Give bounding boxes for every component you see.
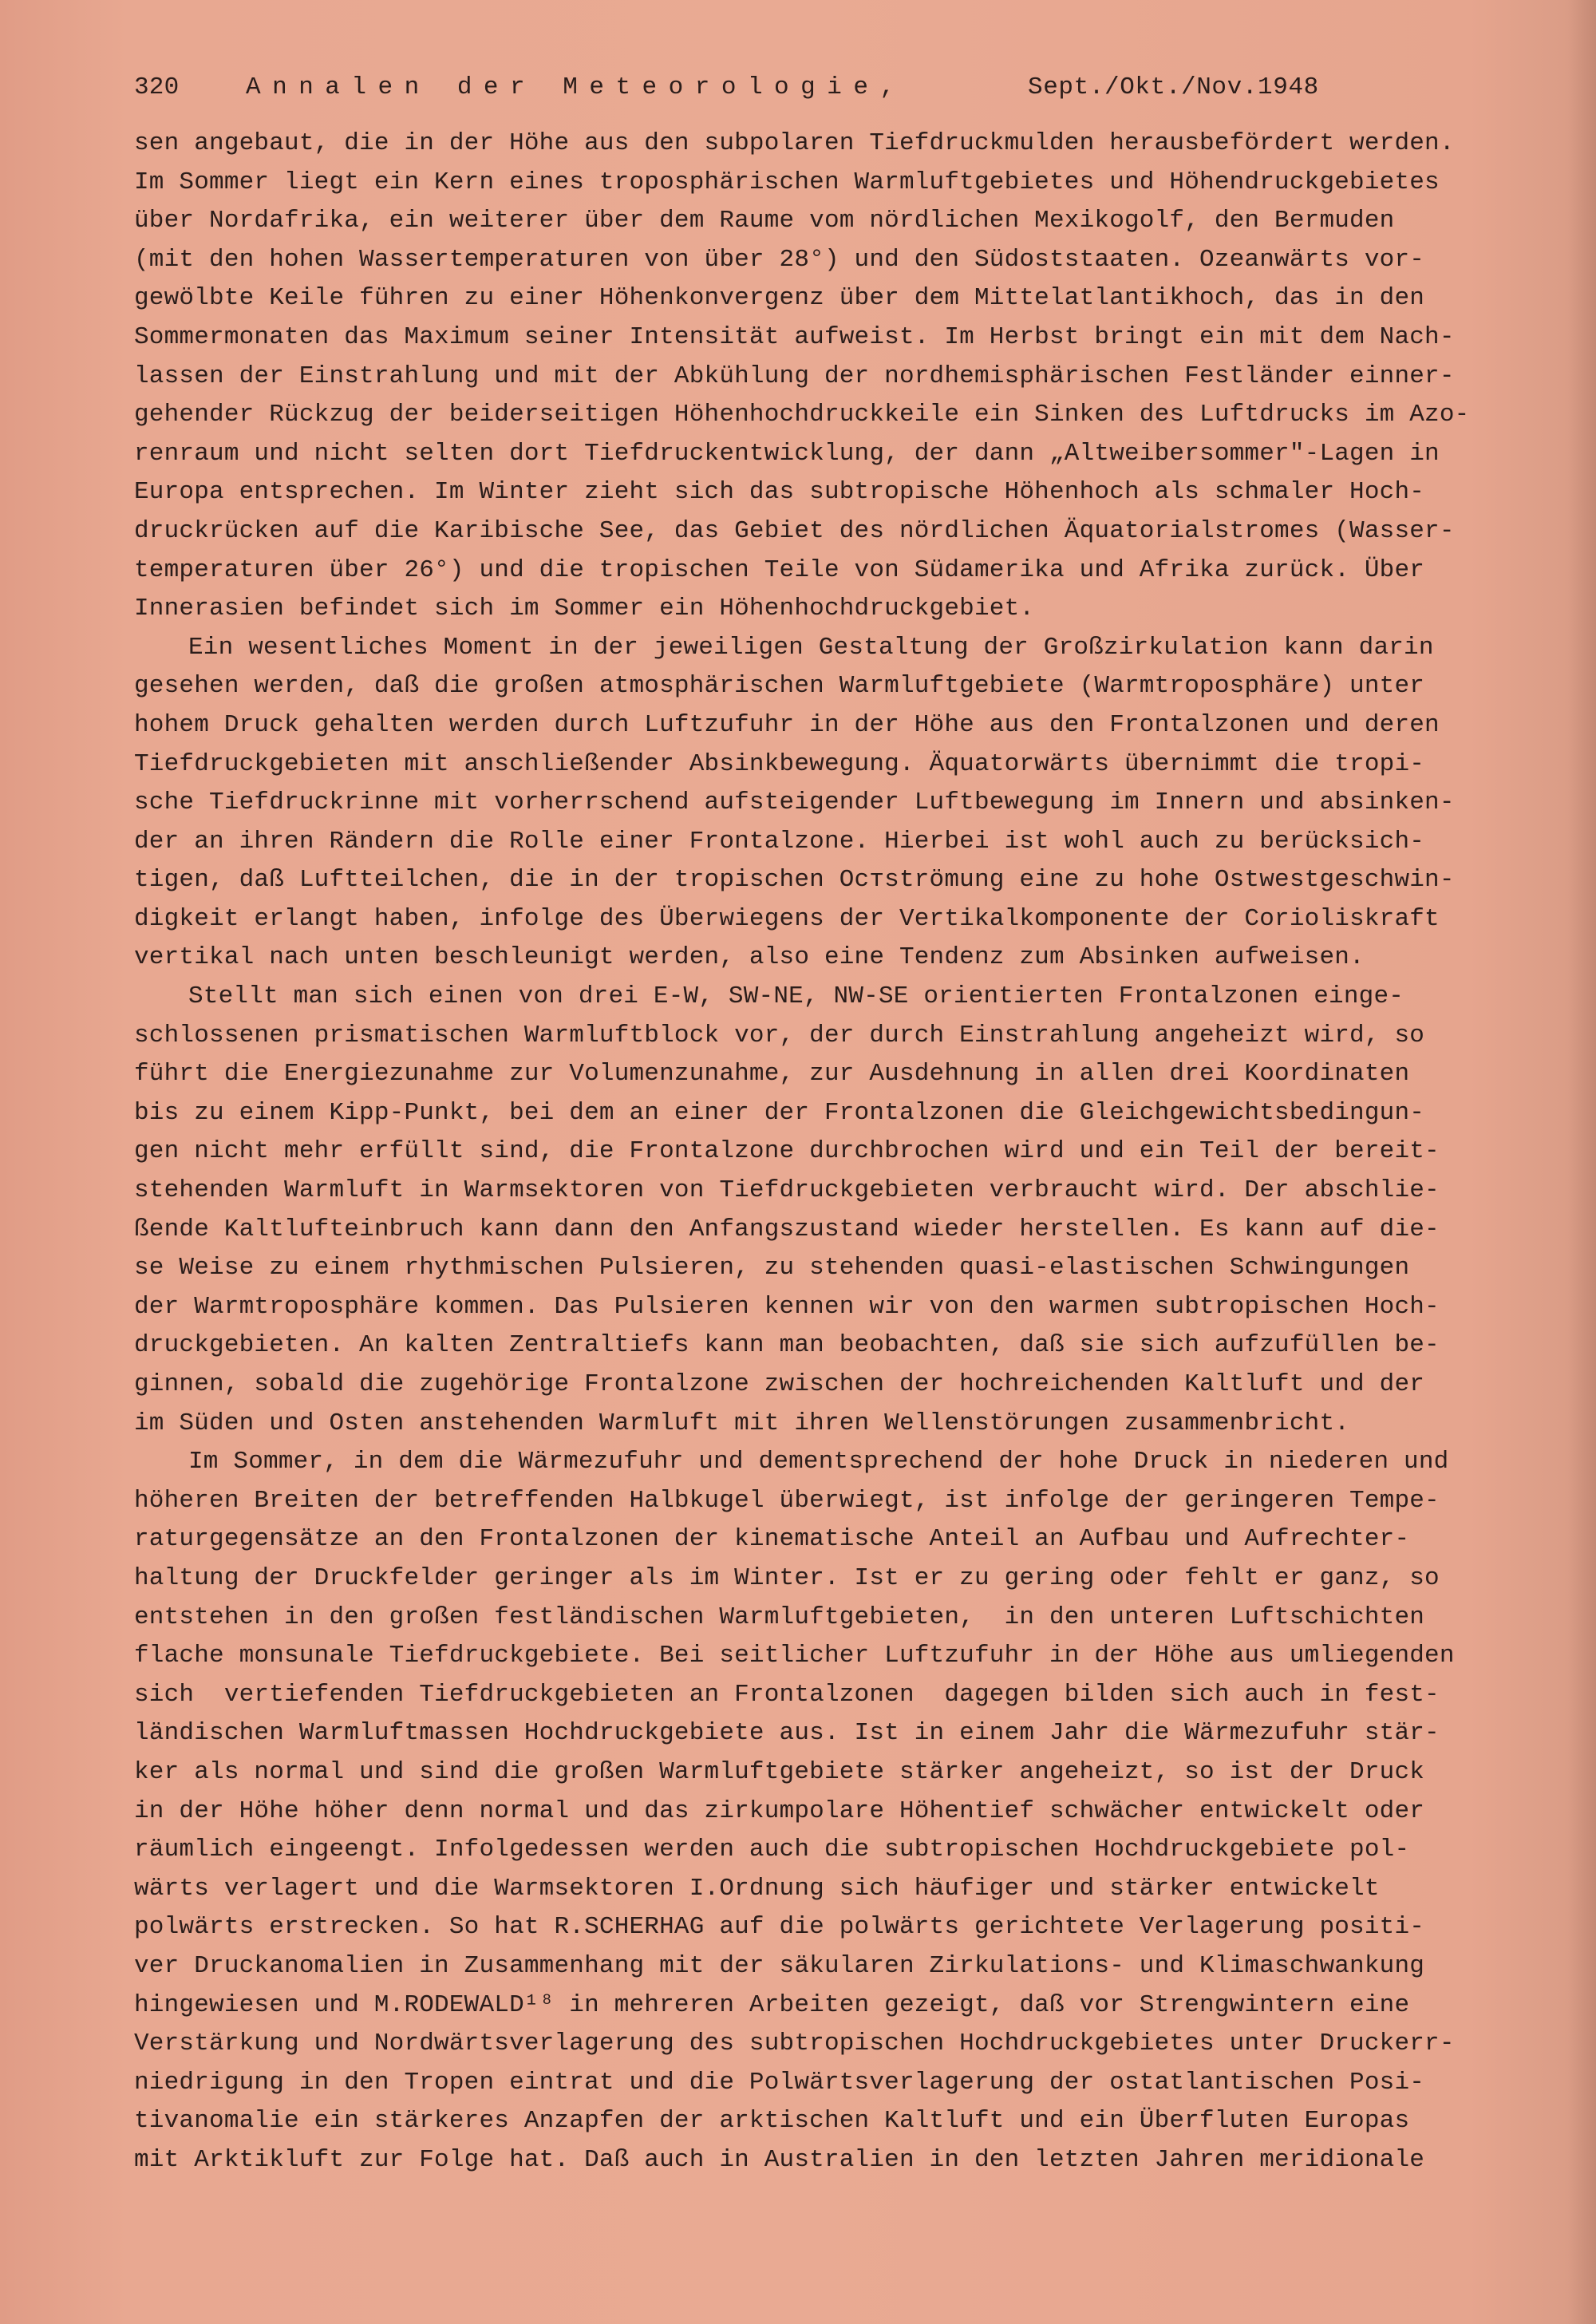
text-line: der Warmtroposphäre kommen. Das Pulsieren kennen wir von den warmen subtropischen Hoch- [134,1292,1440,1321]
text-line: stehenden Warmluft in Warmsektoren von Tiefdruckgebieten verbraucht wird. Der abschlie- [134,1176,1440,1205]
text-line: haltung der Druckfelder geringer als im Winter. Ist er zu gering oder fehlt er ganz, so [134,1563,1440,1592]
text-line: führt die Energiezunahme zur Volumenzunahme, zur Ausdehnung in allen drei Koordinaten [134,1060,1410,1089]
text-line: Tiefdruckgebieten mit anschließender Absinkbewegung. Äquatorwärts übernimmt die tropi- [134,749,1425,778]
text-block [134,73,1539,2180]
page-edge [1567,0,1596,2324]
text-line: druckrücken auf die Karibische See, das Gebiet des nördlichen Äquatorialstromes (Wasser- [134,516,1455,545]
paragraph-start-line: Im Sommer, in dem die Wärmezufuhr und dementsprechend der hohe Druck in niederen und [188,1448,1449,1476]
text-line: gewölbte Keile führen zu einer Höhenkonvergenz über dem Mittelatlantikhoch, das in den [134,284,1425,313]
body-text [134,125,1539,2180]
issue-date: Sept./Okt./Nov.1948 [1028,73,1319,101]
text-line: druckgebieten. An kalten Zentraltiefs kann man beobachten, daß sie sich aufzufüllen be- [134,1331,1440,1360]
text-line: ver Druckanomalien in Zusammenhang mit der säkularen Zirkulations- und Klimaschwankung [134,1951,1425,1980]
text-line: tivanomalie ein stärkeres Anzapfen der arktischen Kaltluft und ein Überfluten Europas [134,2107,1410,2136]
text-line: bis zu einem Kipp-Punkt, bei dem an einer der Frontalzonen die Gleichgewichtsbedingun- [134,1098,1425,1127]
text-line: sich vertiefenden Tiefdruckgebieten an Frontalzonen dagegen bilden sich auch in fest- [134,1680,1440,1709]
text-line: ginnen, sobald die zugehörige Frontalzone zwischen der hochreichenden Kaltluft und der [134,1370,1425,1398]
text-line: gehender Rückzug der beiderseitigen Höhenhochdruckkeile ein Sinken des Luftdrucks im Azo- [134,401,1470,429]
text-line: vertikal nach unten beschleunigt werden, also eine Tendenz zum Absinken aufweisen. [134,943,1365,972]
text-line: gesehen werden, daß die großen atmosphärischen Warmluftgebiete (Warmtroposphäre) unter [134,672,1425,701]
text-line: gen nicht mehr erfüllt sind, die Frontalzone durchbrochen wird und ein Teil der bereit- [134,1137,1440,1166]
text-line: lassen der Einstrahlung und mit der Abkühlung der nordhemisphärischen Festländer einner- [134,362,1455,390]
text-line: Europa entsprechen. Im Winter zieht sich das subtropische Höhenhoch als schmaler Hoch- [134,478,1425,507]
text-line: polwärts erstrecken. So hat R.SCHERHAG auf die polwärts gerichtete Verlagerung positi- [134,1913,1425,1942]
text-line: sche Tiefdruckrinne mit vorherrschend aufsteigender Luftbewegung im Innern und absinken- [134,788,1455,817]
text-line: ländischen Warmluftmassen Hochdruckgebiete aus. Ist in einem Jahr die Wärmezufuhr stär- [134,1719,1440,1748]
text-line: über Nordafrika, ein weiterer über dem Raume vom nördlichen Mexikogolf, den Bermuden [134,207,1395,235]
text-line: niedrigung in den Tropen eintrat und die Polwärtsverlagerung der ostatlantischen Posi- [134,2068,1425,2097]
text-line: der an ihren Rändern die Rolle einer Frontalzone. Hierbei ist wohl auch zu berücksich- [134,827,1425,856]
text-line: mit Arktikluft zur Folge hat. Daß auch in Australien in den letzten Jahren meridionale [134,2145,1425,2174]
paragraph-start-line: Stellt man sich einen von drei E-W, SW-NE, NW-SE orientierten Frontalzonen einge- [188,982,1404,1011]
text-line: entstehen in den großen festländischen Warmluftgebieten, in den unteren Luftschichten [134,1603,1425,1631]
text-line: schlossenen prismatischen Warmluftblock vor, der durch Einstrahlung angeheizt wird, so [134,1021,1425,1049]
page-number: 320 [134,73,180,101]
text-line: (mit den hohen Wassertemperaturen von über 28°) und den Südoststaaten. Ozeanwärts vor- [134,245,1425,274]
text-line: räumlich eingeengt. Infolgedessen werden auch die subtropischen Hochdruckgebiete pol- [134,1836,1410,1864]
text-line: hohem Druck gehalten werden durch Luftzufuhr in der Höhe aus den Frontalzonen und deren [134,710,1440,739]
journal-title: Annalen der Meteorologie, [246,73,907,101]
text-line: ker als normal und sind die großen Warmluftgebiete stärker angeheizt, so ist der Druck [134,1757,1425,1786]
text-line: flache monsunale Tiefdruckgebiete. Bei seitlicher Luftzufuhr in der Höhe aus umliegenden [134,1642,1455,1670]
paragraph-start-line: Ein wesentliches Moment in der jeweiligen Gestaltung der Großzirkulation kann darin [188,633,1434,662]
text-line: temperaturen über 26°) und die tropischen Teile von Südamerika und Afrika zurück. Über [134,555,1425,584]
text-line: wärts verlagert und die Warmsektoren I.Ordnung sich häufiger und stärker entwickelt [134,1874,1380,1903]
running-header [134,73,1539,118]
text-line: Innerasien befindet sich im Sommer ein Höhenhochdruckgebiet. [134,595,1035,623]
text-line: Sommermonaten das Maximum seiner Intensität aufweist. Im Herbst bringt ein mit dem Nach- [134,322,1455,351]
text-line: höheren Breiten der betreffenden Halbkugel überwiegt, ist infolge der geringeren Tempe- [134,1486,1440,1515]
text-line: se Weise zu einem rhythmischen Pulsieren, zu stehenden quasi-elastischen Schwingungen [134,1254,1410,1283]
text-line: raturgegensätze an den Frontalzonen der kinematische Anteil an Aufbau und Aufrechter- [134,1525,1410,1554]
text-line: renraum und nicht selten dort Tiefdruckentwicklung, der dann „Altweibersommer"-Lagen in [134,439,1440,468]
text-line: hingewiesen und M.RODEWALD¹⁸ in mehreren Arbeiten gezeigt, daß vor Strengwintern eine [134,1990,1410,2019]
text-line: digkeit erlangt haben, infolge des Überwiegens der Vertikalkomponente der Corioliskraft [134,904,1440,933]
text-line: tigen, daß Luftteilchen, die in der tropischen Oстströmung eine zu hohe Ostwestgeschwin- [134,866,1455,895]
text-line: sen angebaut, die in der Höhe aus den subpolaren Tiefdruckmulden herausbefördert werden. [134,129,1455,157]
text-line: im Süden und Osten anstehenden Warmluft mit ihren Wellenstörungen zusammenbricht. [134,1409,1350,1437]
text-line: in der Höhe höher denn normal und das zirkumpolare Höhentief schwächer entwickelt oder [134,1796,1425,1825]
text-line: ßende Kaltlufteinbruch kann dann den Anfangszustand wieder herstellen. Es kann auf die- [134,1215,1440,1243]
text-line: Im Sommer liegt ein Kern eines troposphärischen Warmluftgebietes und Höhendruckgebietes [134,168,1440,196]
text-line: Verstärkung und Nordwärtsverlagerung des subtropischen Hochdruckgebietes unter Druckerr- [134,2030,1455,2058]
